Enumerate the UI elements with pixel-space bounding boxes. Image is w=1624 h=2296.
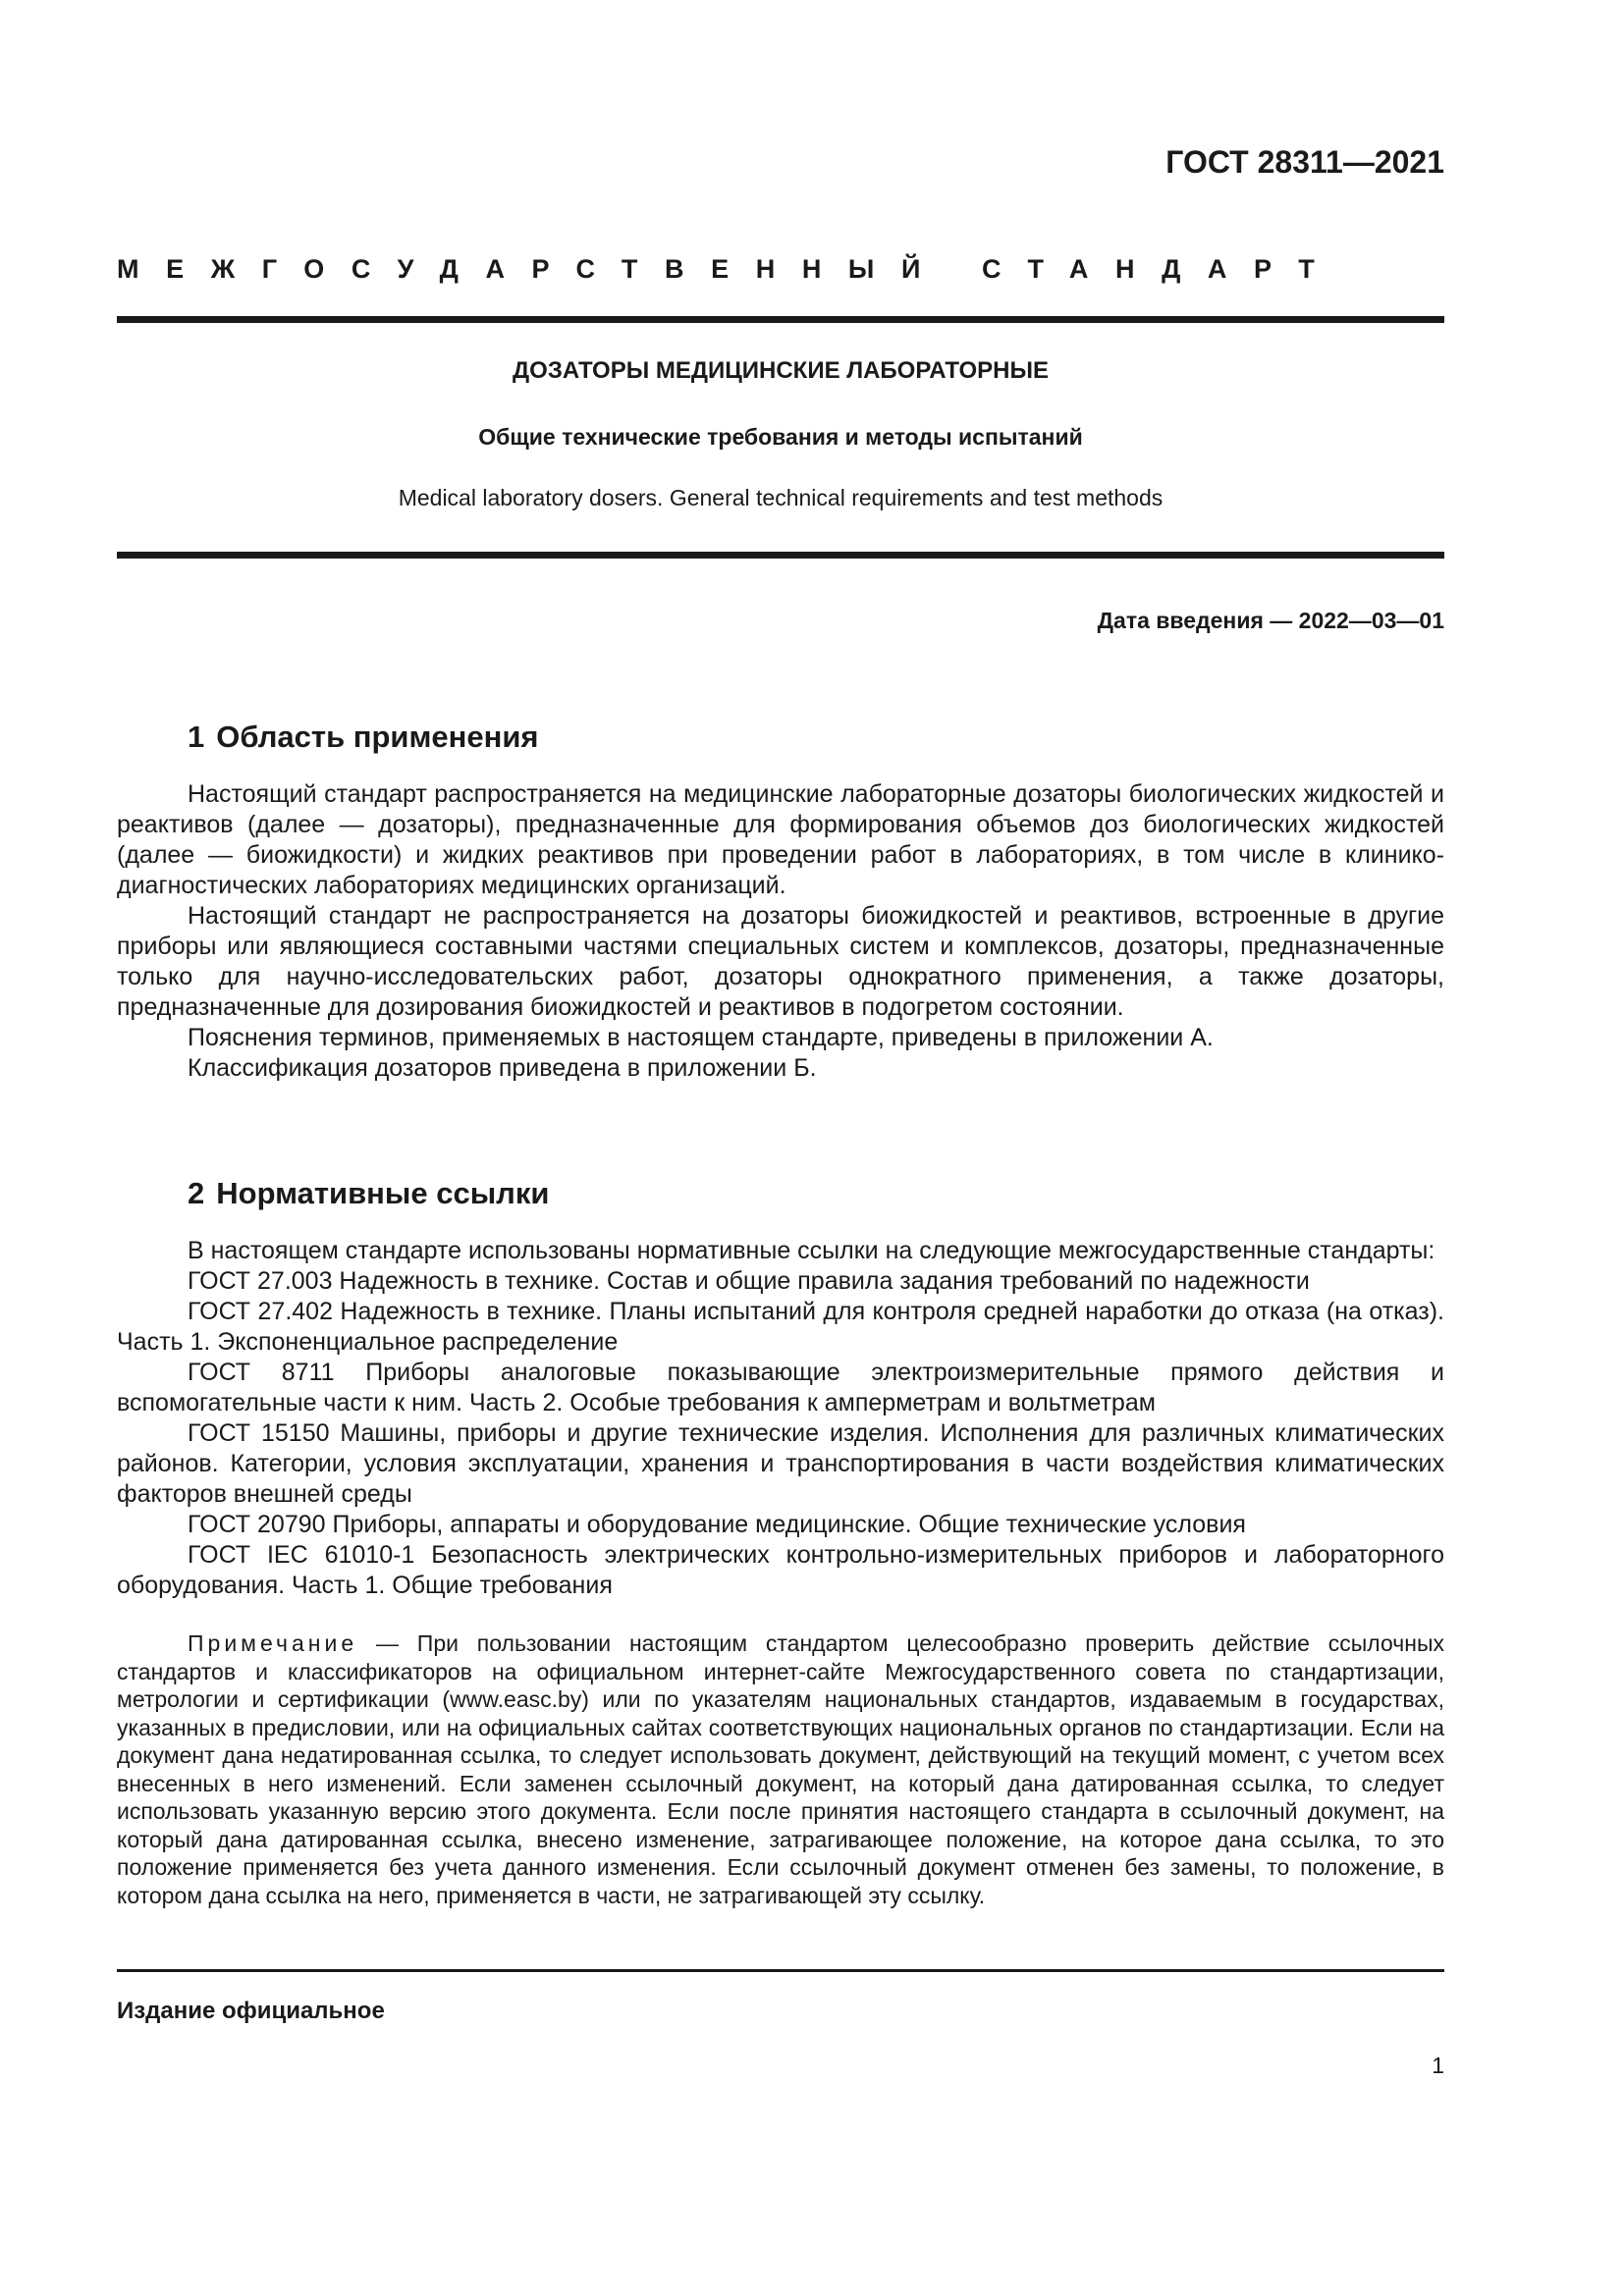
section-1-number: 1 bbox=[188, 720, 205, 754]
page-number: 1 bbox=[1432, 2053, 1444, 2078]
interstate-standard-label: МЕЖГОСУДАРСТВЕННЫЙ СТАНДАРТ bbox=[117, 254, 1342, 284]
section-2-intro: В настоящем стандарте использованы нормативные ссылки на следующие межгосударственные стандарты: bbox=[188, 1237, 1435, 1264]
section-2-title: Нормативные ссылки bbox=[216, 1176, 550, 1210]
section-1-paragraph: Настоящий стандарт распространяется на медицинские лабораторные дозаторы биологических жидкостей и реактивов (далее — дозаторы), предназначенные для формирования объемов доз биологических жидкостей (далее — биожидкости) и жидких реактивов при проведении работ в лабораториях, в том числе в клинико-диагностических лабораториях медицинских организаций. bbox=[117, 780, 1444, 899]
normative-reference-item: ГОСТ 27.402 Надежность в технике. Планы испытаний для контроля средней наработки до отказа (на отказ). Часть 1. Экспоненциальное распределение bbox=[117, 1298, 1444, 1356]
section-2-note bbox=[117, 1629, 1444, 1909]
section-2-number: 2 bbox=[188, 1176, 205, 1210]
section-2-heading bbox=[188, 1175, 549, 1211]
introduction-date: Дата введения — 2022—03—01 bbox=[1097, 608, 1444, 633]
document-subtitle: Общие технические требования и методы испытаний bbox=[478, 424, 1083, 450]
document-page bbox=[117, 0, 1444, 2296]
header-rule bbox=[117, 316, 1444, 323]
normative-reference-item: ГОСТ IEC 61010-1 Безопасность электрических контрольно-измерительных приборов и лабораторного оборудования. Часть 1. Общие требования bbox=[117, 1541, 1444, 1599]
normative-reference-item: ГОСТ 8711 Приборы аналоговые показывающие электроизмерительные прямого действия и вспомогательные части к ним. Часть 2. Особые требования к амперметрам и вольтметрам bbox=[117, 1359, 1444, 1416]
normative-reference-item: ГОСТ 20790 Приборы, аппараты и оборудование медицинские. Общие технические условия bbox=[188, 1511, 1246, 1538]
footer-rule bbox=[117, 1969, 1444, 1972]
section-1-body bbox=[117, 779, 1444, 1084]
document-code: ГОСТ 28311—2021 bbox=[1165, 144, 1444, 180]
section-1-paragraph: Настоящий стандарт не распространяется на дозаторы биожидкостей и реактивов, встроенные в другие приборы или являющиеся составными частями специальных систем и комплексов, дозаторы, предназначенные только для научно-исследовательских работ, дозаторы однократного применения, а также дозаторы, предназначенные для дозирования биожидкостей и реактивов в подогретом состоянии. bbox=[117, 902, 1444, 1021]
normative-reference-item: ГОСТ 15150 Машины, приборы и другие технические изделия. Исполнения для различных климатических районов. Категории, условия эксплуатации, хранения и транспортирования в части воздействия климатических факторов внешней среды bbox=[117, 1419, 1444, 1508]
english-title: Medical laboratory dosers. General technical requirements and test methods bbox=[398, 485, 1164, 510]
section-1-paragraph: Пояснения терминов, применяемых в настоящем стандарте, приведены в приложении А. bbox=[188, 1024, 1214, 1051]
section-2-body bbox=[117, 1236, 1444, 1601]
section-1-heading bbox=[188, 719, 539, 755]
note-text: — При пользовании настоящим стандартом целесообразно проверить действие ссылочных стандартов и классификаторов на официальном интернет-сайте Межгосударственного совета по стандартизации, метрологии и сертификации (www.easc.by) или по указателям национальных стандартов, издаваемым в государствах, указанных в предисловии, или на официальных сайтах соответствующих национальных органов по стандартизации. Если на документ дана недатированная ссылка, то следует использовать документ, действующий на текущий момент, с учетом всех внесенных в него изменений. Если заменен ссылочный документ, на который дана датированная ссылка, то следует использовать указанную версию этого документа. Если после принятия настоящего стандарта в ссылочный документ, на который дана датированная ссылка, внесено изменение, затрагивающее положение, на которое дана ссылка, то это положение применяется без учета данного изменения. Если ссылочный документ отменен без замены, то положение, в котором дана ссылка на него, применяется в части, не затрагивающей эту ссылку. bbox=[117, 1630, 1444, 1908]
normative-reference-item: ГОСТ 27.003 Надежность в технике. Состав и общие правила задания требований по надежности bbox=[188, 1267, 1310, 1295]
document-title: ДОЗАТОРЫ МЕДИЦИНСКИЕ ЛАБОРАТОРНЫЕ bbox=[513, 357, 1049, 384]
title-rule bbox=[117, 552, 1444, 559]
section-1-title: Область применения bbox=[216, 720, 539, 754]
official-edition-label: Издание официальное bbox=[117, 1998, 385, 2024]
section-1-paragraph: Классификация дозаторов приведена в приложении Б. bbox=[188, 1054, 817, 1082]
note-label: Примечание bbox=[188, 1630, 358, 1656]
